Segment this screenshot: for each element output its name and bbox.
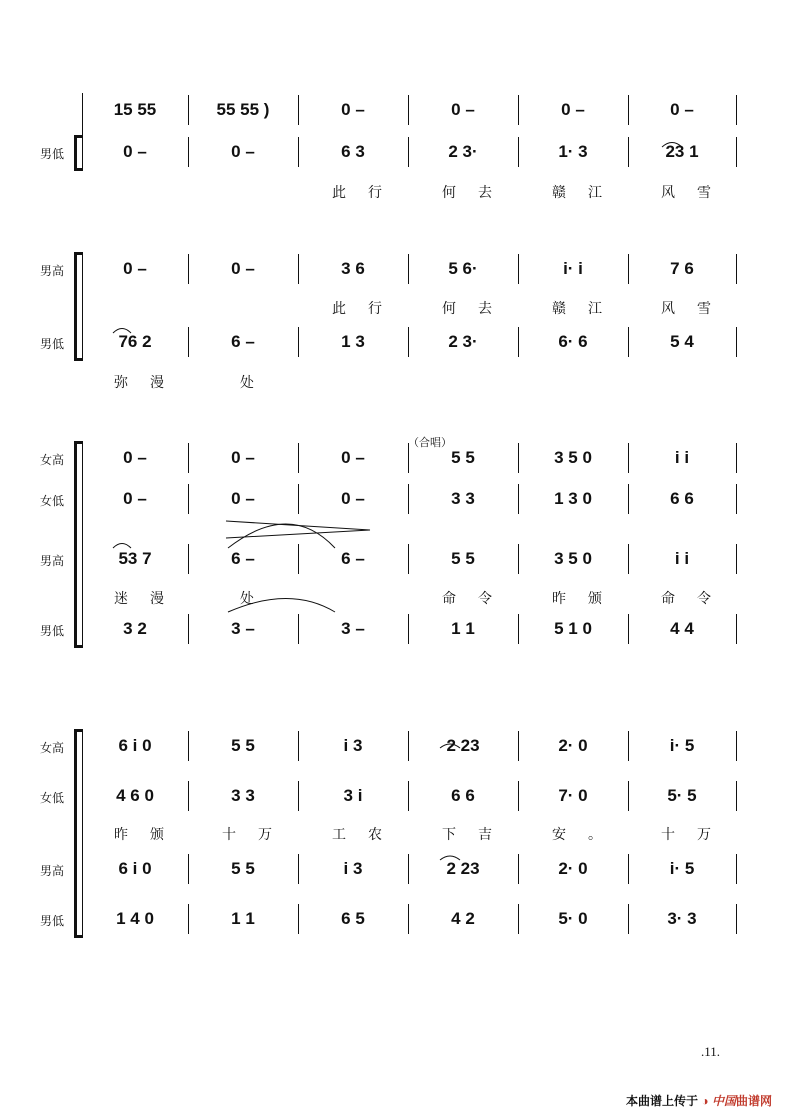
barline — [628, 484, 629, 514]
barline — [518, 781, 519, 811]
measure-notes: 23 1 — [665, 142, 699, 161]
system-line — [82, 441, 83, 648]
measure-notes: 4 4 — [670, 619, 694, 638]
barline — [736, 327, 737, 357]
measure-notes: 0 – — [123, 448, 147, 467]
barline — [408, 731, 409, 761]
barline — [518, 254, 519, 284]
barline — [408, 854, 409, 884]
measure-notes: 0 – — [231, 448, 255, 467]
barline — [188, 327, 189, 357]
measure-notes: 5 1 0 — [554, 619, 592, 638]
lyric: 昨颁 — [552, 590, 624, 606]
lyric: 处 — [240, 374, 276, 390]
measure-notes: 0 – — [561, 100, 585, 119]
barline — [628, 327, 629, 357]
footer-site2: 曲谱网 — [735, 1094, 772, 1108]
voice-label: 男低 — [40, 914, 65, 928]
lyric: 赣江 — [552, 184, 624, 200]
measure-notes: 0 – — [123, 489, 147, 508]
barline — [188, 781, 189, 811]
barline — [736, 137, 737, 167]
measure-notes: 7· 0 — [558, 786, 588, 805]
barline — [298, 781, 299, 811]
barline — [736, 544, 737, 574]
lyric: 昨颁 — [114, 826, 186, 842]
measure-notes: 5 5 — [451, 549, 475, 568]
barline — [518, 95, 519, 125]
barline — [518, 443, 519, 473]
barline — [628, 614, 629, 644]
measure-notes: 0 – — [123, 259, 147, 278]
lyric: 下吉 — [442, 826, 514, 842]
measure-notes: 6 – — [341, 549, 365, 568]
measure-notes: 1· 3 — [558, 142, 588, 161]
barline — [298, 254, 299, 284]
barline — [298, 484, 299, 514]
measure-notes: 3 6 — [341, 259, 365, 278]
measure-notes: 0 – — [341, 489, 365, 508]
voice-label: 女高 — [40, 741, 65, 755]
barline — [298, 327, 299, 357]
barline — [408, 781, 409, 811]
barline — [298, 95, 299, 125]
measure-notes: 0 – — [231, 142, 255, 161]
page-number: .11. — [700, 1044, 720, 1059]
barline — [408, 95, 409, 125]
barline — [298, 443, 299, 473]
measure-notes: 3 5 0 — [554, 448, 592, 467]
voice-label: 女低 — [40, 494, 65, 508]
lyric: 弥漫 — [114, 374, 186, 390]
measure-notes: 5· 0 — [558, 909, 588, 928]
barline — [188, 731, 189, 761]
footer — [626, 1092, 772, 1109]
barline — [518, 731, 519, 761]
measure-notes: 76 2 — [118, 332, 152, 351]
barline — [518, 327, 519, 357]
measure-notes: 6 3 — [341, 142, 365, 161]
measure-notes: 7 6 — [670, 259, 694, 278]
lyric: 处 — [240, 590, 276, 606]
barline — [628, 854, 629, 884]
measure-notes: 6 6 — [670, 489, 694, 508]
measure-notes: 6 6 — [451, 786, 475, 805]
lyric: 命令 — [661, 590, 733, 606]
measure-notes: 6 i 0 — [118, 736, 152, 755]
barline — [408, 327, 409, 357]
lyric: 赣江 — [552, 300, 624, 316]
lyric: 迷漫 — [114, 590, 186, 606]
system-line — [82, 729, 83, 938]
barline — [298, 904, 299, 934]
measure-notes: 3 i — [343, 786, 363, 805]
barline — [628, 137, 629, 167]
system-bracket — [74, 252, 77, 361]
system-bracket — [74, 729, 77, 938]
measure-notes: 3 2 — [123, 619, 147, 638]
measure-notes: i i — [674, 448, 690, 467]
barline — [736, 254, 737, 284]
barline — [518, 484, 519, 514]
barline — [408, 614, 409, 644]
barline — [736, 781, 737, 811]
barline — [518, 854, 519, 884]
barline — [298, 137, 299, 167]
voice-label: 女高 — [40, 453, 65, 467]
measure-notes: i 3 — [343, 736, 363, 755]
barline — [298, 544, 299, 574]
barline — [736, 731, 737, 761]
measure-notes: 55 55 ) — [216, 100, 270, 119]
measure-notes: 6 5 — [341, 909, 365, 928]
measure-notes: 1 4 0 — [116, 909, 154, 928]
barline — [628, 544, 629, 574]
measure-notes: 5· 5 — [667, 786, 697, 805]
barline — [628, 254, 629, 284]
footer-site: 中国 — [711, 1094, 736, 1108]
barline — [736, 95, 737, 125]
barline — [628, 443, 629, 473]
measure-notes: 0 – — [231, 259, 255, 278]
barline — [298, 731, 299, 761]
barline — [408, 254, 409, 284]
barline — [518, 904, 519, 934]
barline — [188, 137, 189, 167]
lyric: 风雪 — [661, 184, 733, 200]
barline — [518, 614, 519, 644]
measure-notes: 0 – — [123, 142, 147, 161]
measure-notes: 1 3 — [341, 332, 365, 351]
measure-notes: 6 – — [231, 549, 255, 568]
measure-notes: i 3 — [343, 859, 363, 878]
barline — [188, 95, 189, 125]
measure-notes: 0 – — [341, 100, 365, 119]
measure-notes: 3· 3 — [667, 909, 697, 928]
measure-notes: 3 3 — [231, 786, 255, 805]
measure-notes: i i — [674, 549, 690, 568]
barline — [736, 904, 737, 934]
lyric: 此行 — [332, 184, 404, 200]
barline — [188, 254, 189, 284]
lyric: 十万 — [222, 826, 294, 842]
system-bracket — [74, 135, 77, 171]
voice-label: 男低 — [40, 147, 65, 161]
measure-notes: 2 3· — [448, 142, 478, 161]
measure-notes: 2· 0 — [558, 736, 588, 755]
footer-logo: ◑ — [701, 1094, 709, 1108]
barline — [188, 854, 189, 884]
measure-notes: 2 23 — [446, 736, 480, 755]
measure-notes: 0 – — [670, 100, 694, 119]
voice-label: 男高 — [40, 264, 65, 278]
barline — [188, 904, 189, 934]
barline — [736, 614, 737, 644]
measure-notes: 53 7 — [118, 549, 152, 568]
measure-notes: 5 6· — [448, 259, 478, 278]
lyric: 此行 — [332, 300, 404, 316]
measure-notes: 3 – — [231, 619, 255, 638]
voice-label: 男高 — [40, 864, 65, 878]
lyric: 风雪 — [661, 300, 733, 316]
barline — [298, 854, 299, 884]
lyric: 何去 — [442, 300, 514, 316]
barline — [518, 137, 519, 167]
barline — [188, 544, 189, 574]
barline — [628, 731, 629, 761]
chorus-note: （合唱） — [408, 437, 452, 449]
measure-notes: 3 3 — [451, 489, 475, 508]
footer-prefix: 本曲谱上传于 — [626, 1094, 699, 1108]
measure-notes: 1 1 — [231, 909, 255, 928]
measure-notes: 5 5 — [451, 448, 475, 467]
barline — [736, 854, 737, 884]
barline — [188, 614, 189, 644]
measure-notes: 0 – — [341, 448, 365, 467]
measure-notes: 2· 0 — [558, 859, 588, 878]
measure-notes: 1 1 — [451, 619, 475, 638]
lyric: 工农 — [332, 826, 404, 842]
voice-label: 男低 — [40, 337, 65, 351]
barline — [736, 484, 737, 514]
barline — [628, 781, 629, 811]
lyric: 何去 — [442, 184, 514, 200]
measure-notes: 6 – — [231, 332, 255, 351]
barline — [628, 95, 629, 125]
measure-notes: 1 3 0 — [554, 489, 592, 508]
barline — [298, 614, 299, 644]
measure-notes: 5 4 — [670, 332, 694, 351]
measure-notes: 4 6 0 — [116, 786, 154, 805]
measure-notes: 2 3· — [448, 332, 478, 351]
barline — [188, 484, 189, 514]
lyric: 十万 — [661, 826, 733, 842]
measure-notes: 2 23 — [446, 859, 480, 878]
barline — [408, 137, 409, 167]
measure-notes: 3 5 0 — [554, 549, 592, 568]
measure-notes: 6· 6 — [558, 332, 588, 351]
measure-notes: 0 – — [451, 100, 475, 119]
barline — [628, 904, 629, 934]
measure-notes: 0 – — [231, 489, 255, 508]
measure-notes: 5 5 — [231, 859, 255, 878]
barline — [188, 443, 189, 473]
measure-notes: 4 2 — [451, 909, 475, 928]
measure-notes: 6 i 0 — [118, 859, 152, 878]
barline — [408, 484, 409, 514]
barline — [518, 544, 519, 574]
measure-notes: 3 – — [341, 619, 365, 638]
measure-notes: i· i — [563, 259, 583, 278]
voice-label: 男低 — [40, 624, 65, 638]
lyric: 安。 — [552, 826, 624, 842]
measure-notes: 5 5 — [231, 736, 255, 755]
measure-notes: 15 55 — [113, 100, 157, 119]
voice-label: 男高 — [40, 554, 65, 568]
lyric: 命令 — [442, 590, 514, 606]
measure-notes: i· 5 — [669, 859, 695, 878]
barline — [408, 904, 409, 934]
barline — [408, 544, 409, 574]
barline — [408, 443, 409, 473]
system-bracket — [74, 441, 77, 648]
voice-label: 女低 — [40, 791, 65, 805]
barline — [736, 443, 737, 473]
measure-notes: i· 5 — [669, 736, 695, 755]
